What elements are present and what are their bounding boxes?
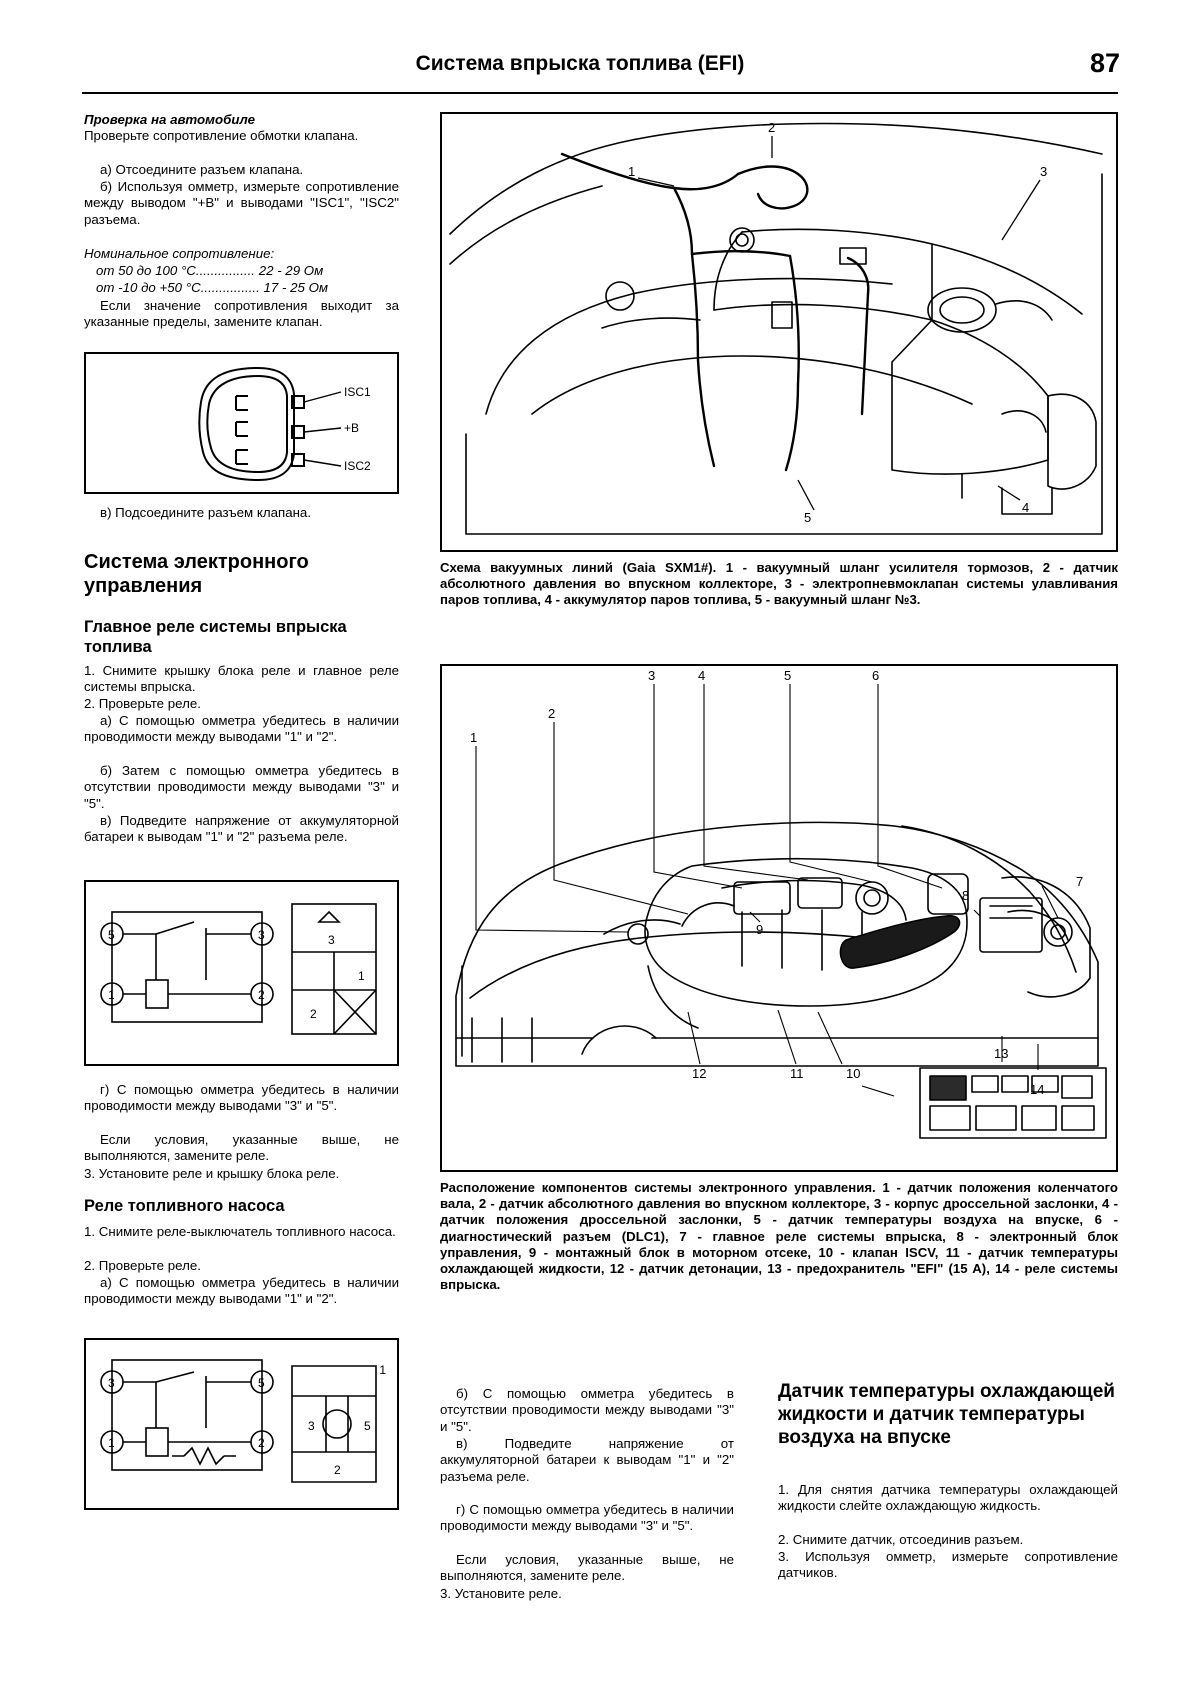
step-a-text: а) Отсоедините разъем клапана. xyxy=(100,162,304,177)
nominal-resistance-heading: Номинальное сопротивление: xyxy=(84,246,275,261)
fuel-pump-relay-figure xyxy=(84,1338,399,1510)
fuel-socket-pin-5: 5 xyxy=(364,1419,371,1433)
subsection-fuel-pump-relay-title: Реле топливного насоса xyxy=(84,1197,285,1215)
subsection-main-relay-title: Главное реле системы впрыска топлива xyxy=(84,618,347,656)
vacuum-callout-1: 1 xyxy=(628,164,636,179)
components-callout-10: 10 xyxy=(846,1066,861,1081)
main-relay-note: Если условия, указанные выше, не выполняются, замените реле. xyxy=(84,1132,399,1164)
main-relay-illustration xyxy=(86,882,397,1064)
bottom-step-b: б) С помощью омметра убедитесь в отсутствии проводимости между выводами "3" и "5". xyxy=(440,1386,734,1434)
relay-pin-1: 1 xyxy=(108,988,115,1002)
coolant-step-3: 3. Используя омметр, измерьте сопротивление датчиков. xyxy=(778,1549,1118,1581)
components-callout-4: 4 xyxy=(698,668,706,683)
vacuum-callout-3: 3 xyxy=(1040,164,1048,179)
connector-figure xyxy=(84,352,399,494)
nominal-cond-1: от -10 до +50 °C xyxy=(96,280,201,295)
relay-socket-pin-1: 1 xyxy=(358,969,365,983)
components-callout-7: 7 xyxy=(1076,874,1084,889)
vacuum-diagram-caption: Схема вакуумных линий (Gaia SXM1#). 1 - вакуумный шланг усилителя тормозов, 2 - датчик абсолютного давления во впускном коллекторе, 3 - электропневмоклапан системы улавливания паров топлива, 4 - аккумулятор паров топлива, 5 - вакуумный шланг №3. xyxy=(440,560,1118,608)
components-callout-14: 14 xyxy=(1030,1082,1045,1097)
fuel-socket-pin-2: 2 xyxy=(334,1463,341,1477)
nominal-value-1: 17 - 25 Ом xyxy=(263,280,329,295)
bottom-note: Если условия, указанные выше, не выполняются, замените реле. xyxy=(440,1552,734,1584)
components-callout-1: 1 xyxy=(470,730,478,745)
coolant-step-1: 1. Для снятия датчика температуры охлаждающей жидкости слейте охлаждающую жидкость. xyxy=(778,1482,1118,1514)
components-callout-6: 6 xyxy=(872,668,880,683)
main-relay-step-g: г) С помощью омметра убедитесь в наличии проводимости между выводами "3" и "5". xyxy=(84,1082,399,1114)
fuel-socket-pin-3: 3 xyxy=(308,1419,315,1433)
fuel-pump-step-a: а) С помощью омметра убедитесь в наличии проводимости между выводами "1" и "2". xyxy=(84,1275,399,1307)
relay-socket-pin-2: 2 xyxy=(310,1007,317,1021)
coolant-temp-sensor-title: Датчик температуры охлаждающей жидкости и датчик температуры воздуха на впуске xyxy=(778,1381,1115,1448)
relay-pin-5: 5 xyxy=(108,928,115,942)
connector-label-1: +B xyxy=(344,421,360,435)
nominal-row-0 xyxy=(96,263,401,279)
relay-socket-pin-3: 3 xyxy=(328,933,335,947)
vacuum-callout-5: 5 xyxy=(804,510,812,525)
out-of-range-text: Если значение сопротивления выходит за указанные пределы, замените клапан. xyxy=(84,298,399,330)
vacuum-diagram-figure xyxy=(440,112,1118,552)
fuel-relay-pin-1: 1 xyxy=(108,1436,115,1450)
components-diagram-illustration xyxy=(442,666,1116,1170)
bottom-step-v: в) Подведите напряжение от аккумуляторной батареи к выводам "1" и "2" разъема реле. xyxy=(440,1436,734,1484)
main-relay-step-b: б) Затем с помощью омметра убедитесь в отсутствии проводимости между выводами "3" и "5". xyxy=(84,763,399,811)
fuel-relay-pin-3: 3 xyxy=(108,1376,115,1390)
components-callout-2: 2 xyxy=(548,706,556,721)
connector-label-2: ISC2 xyxy=(344,459,371,473)
components-diagram-caption: Расположение компонентов системы электронного управления. 1 - датчик положения коленчатого вала, 2 - датчик абсолютного давления во впускном коллекторе, 3 - корпус дроссельной заслонки, 4 - датчик положения дроссельной заслонки, 5 - датчик температуры воздуха на впуске, 6 - диагностический разъем (DLC1), 7 - главное реле системы впрыска, 8 - электронный блок управления, 9 - монтажный блок в моторном отсеке, 10 - клапан ISCV, 11 - датчик температуры охлаждающей жидкости, 12 - датчик детонации, 13 - предохранитель "EFI" (15 A), 14 - реле системы впрыска. xyxy=(440,1180,1118,1293)
components-diagram-figure xyxy=(440,664,1118,1172)
page-number: 87 xyxy=(1089,48,1120,78)
components-callout-5: 5 xyxy=(784,668,792,683)
components-callout-3: 3 xyxy=(648,668,656,683)
main-relay-step-2: 2. Проверьте реле. xyxy=(84,696,201,711)
header-divider xyxy=(82,92,1118,94)
step-b-text: б) Используя омметр, измерьте сопротивление между выводом "+B" и выводами "ISC1", "ISC2" разъема. xyxy=(84,179,399,227)
nominal-cond-0: от 50 до 100 °C xyxy=(96,263,196,278)
fuel-socket-pin-1: 1 xyxy=(379,1363,386,1377)
components-callout-12: 12 xyxy=(692,1066,707,1081)
nominal-dots-0: ................ xyxy=(195,263,255,278)
nominal-value-0: 22 - 29 Ом xyxy=(258,263,324,278)
relay-pin-2: 2 xyxy=(258,988,265,1002)
main-relay-step-v: в) Подведите напряжение от аккумуляторной батареи к выводам "1" и "2" разъема реле. xyxy=(84,813,399,845)
page-title: Система впрыска топлива (EFI) xyxy=(415,52,745,75)
check-intro-text: Проверьте сопротивление обмотки клапана. xyxy=(84,128,359,143)
main-relay-step-1: 1. Снимите крышку блока реле и главное реле системы впрыска. xyxy=(84,663,399,695)
components-callout-13: 13 xyxy=(994,1046,1009,1061)
vacuum-callout-4: 4 xyxy=(1022,500,1030,515)
fuel-pump-relay-illustration xyxy=(86,1340,397,1508)
fuel-pump-step-2: 2. Проверьте реле. xyxy=(84,1258,201,1273)
bottom-step-3: 3. Установите реле. xyxy=(440,1586,562,1601)
vacuum-callout-2: 2 xyxy=(768,120,776,135)
components-callout-11: 11 xyxy=(790,1066,804,1081)
connector-illustration xyxy=(86,354,397,492)
fuel-relay-pin-2: 2 xyxy=(258,1436,265,1450)
fuel-relay-pin-5: 5 xyxy=(258,1376,265,1390)
check-on-vehicle-heading: Проверка на автомобиле xyxy=(84,112,255,127)
nominal-dots-1: ................ xyxy=(200,280,260,295)
main-relay-step-a: а) С помощью омметра убедитесь в наличии проводимости между выводами "1" и "2". xyxy=(84,713,399,745)
step-v-text: в) Подсоедините разъем клапана. xyxy=(100,505,312,520)
main-relay-step-3: 3. Установите реле и крышку блока реле. xyxy=(84,1166,340,1181)
relay-pin-3: 3 xyxy=(258,928,265,942)
components-callout-9: 9 xyxy=(756,922,764,937)
bottom-step-g: г) С помощью омметра убедитесь в наличии проводимости между выводами "3" и "5". xyxy=(440,1502,734,1534)
section-title-electronic-control: Система электронного управления xyxy=(84,551,309,597)
main-relay-figure xyxy=(84,880,399,1066)
vacuum-diagram-illustration xyxy=(442,114,1116,550)
page-header xyxy=(80,48,1120,86)
components-callout-8: 8 xyxy=(962,888,970,903)
coolant-step-2: 2. Снимите датчик, отсоединив разъем. xyxy=(778,1532,1024,1547)
connector-label-0: ISC1 xyxy=(344,385,371,399)
nominal-row-1 xyxy=(96,280,401,296)
fuel-pump-step-1: 1. Снимите реле-выключатель топливного насоса. xyxy=(84,1224,396,1239)
